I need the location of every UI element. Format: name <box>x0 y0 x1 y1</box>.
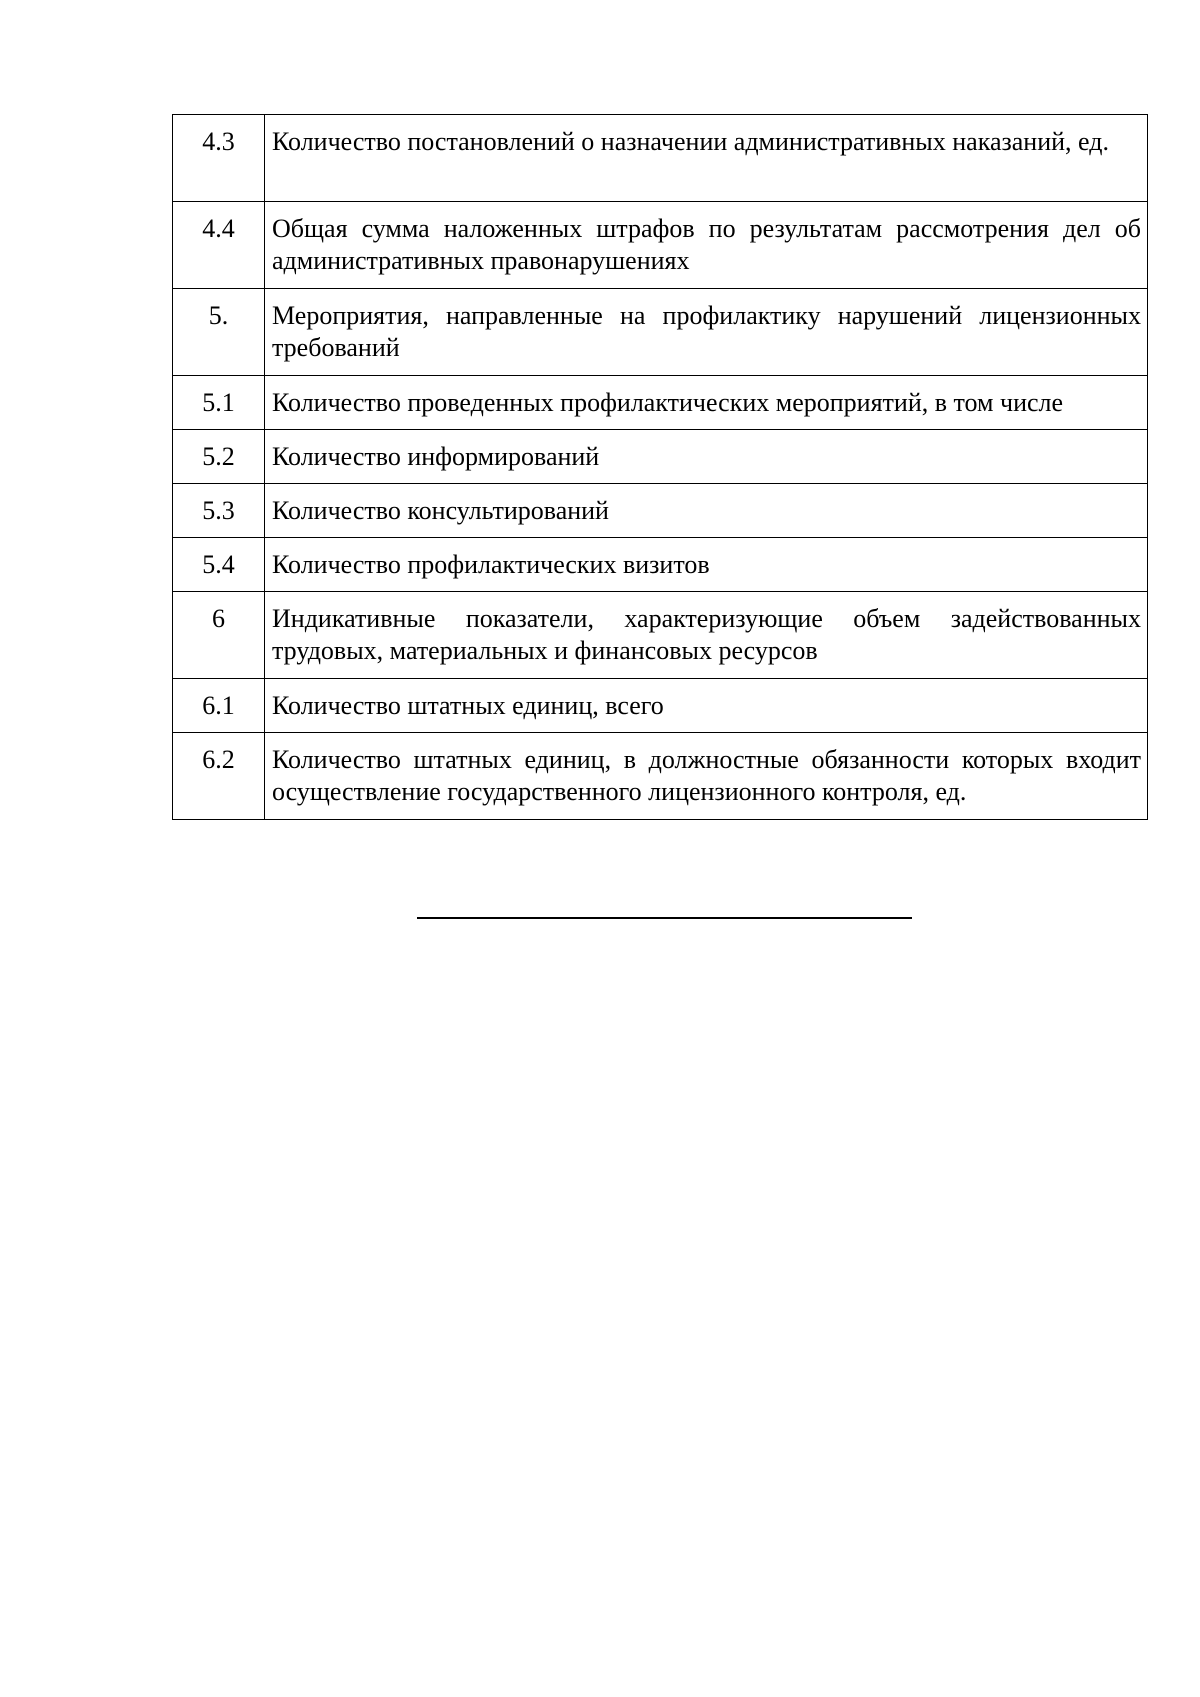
table-row <box>173 733 1148 820</box>
row-number: 4.3 <box>173 115 265 202</box>
table-row <box>173 202 1148 289</box>
table-row <box>173 538 1148 592</box>
row-number: 5. <box>173 289 265 376</box>
row-description: Количество информирований <box>265 430 1148 484</box>
row-description: Количество консультирований <box>265 484 1148 538</box>
row-number: 5.3 <box>173 484 265 538</box>
row-number: 6.2 <box>173 733 265 820</box>
indicators-table <box>172 114 1148 820</box>
row-number: 6 <box>173 592 265 679</box>
row-description: Количество профилактических визитов <box>265 538 1148 592</box>
row-description: Мероприятия, направленные на профилактику нарушений лицензионных требований <box>265 289 1148 376</box>
end-of-document-rule <box>417 917 912 919</box>
row-number: 5.2 <box>173 430 265 484</box>
row-description: Количество штатных единиц, всего <box>265 679 1148 733</box>
table-row <box>173 376 1148 430</box>
row-description: Количество штатных единиц, в должностные обязанности которых входит осуществление государственного лицензионного контроля, ед. <box>265 733 1148 820</box>
row-description: Индикативные показатели, характеризующие объем задействованных трудовых, материальных и финансовых ресурсов <box>265 592 1148 679</box>
table-row <box>173 289 1148 376</box>
row-number: 5.1 <box>173 376 265 430</box>
row-number: 5.4 <box>173 538 265 592</box>
table-row <box>173 592 1148 679</box>
row-description: Количество постановлений о назначении административных наказаний, ед. <box>265 115 1148 202</box>
row-number: 4.4 <box>173 202 265 289</box>
table-row <box>173 484 1148 538</box>
row-description: Общая сумма наложенных штрафов по результатам рассмотрения дел об административных правонарушениях <box>265 202 1148 289</box>
table-row <box>173 430 1148 484</box>
table-row <box>173 679 1148 733</box>
row-description: Количество проведенных профилактических мероприятий, в том числе <box>265 376 1148 430</box>
row-number: 6.1 <box>173 679 265 733</box>
table-row <box>173 115 1148 202</box>
